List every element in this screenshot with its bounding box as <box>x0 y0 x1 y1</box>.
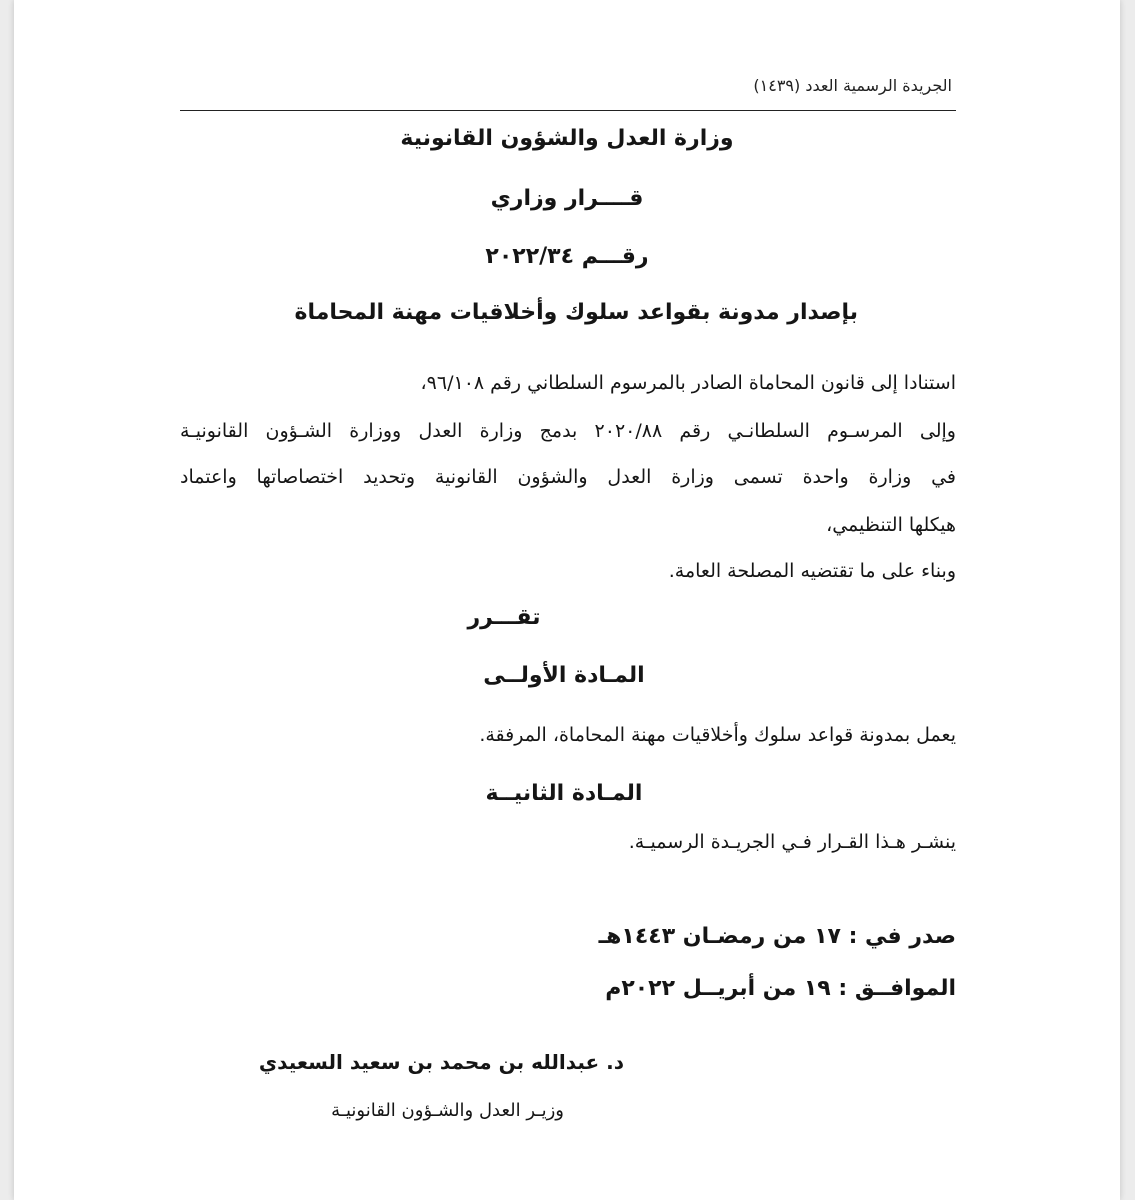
article-1-heading: المـادة الأولــى <box>483 663 645 688</box>
gazette-header: الجريدة الرسمية العدد (١٤٣٩) <box>753 76 952 95</box>
article-2-text: ينشـر هـذا القـرار فـي الجريـدة الرسميـة. <box>628 831 956 853</box>
resolution-heading: تقـــرر <box>467 605 541 630</box>
preamble-line-3: في وزارة واحدة تسمى وزارة العدل والشؤون القانونية وتحديد اختصاصاتها واعتماد <box>180 466 956 488</box>
preamble-line-1: استنادا إلى قانون المحاماة الصادر بالمرسوم السلطاني رقم ٩٦/١٠٨، <box>420 372 956 394</box>
decision-number: رقـــم ٢٠٢٢/٣٤ <box>485 244 649 269</box>
preamble-line-5: وبناء على ما تقتضيه المصلحة العامة. <box>668 560 956 582</box>
signatory-name: د. عبدالله بن محمد بن سعيد السعيدي <box>258 1050 624 1074</box>
signatory-title: وزيـر العدل والشـؤون القانونيـة <box>331 1100 564 1121</box>
article-2-heading: المـادة الثانيــة <box>485 781 643 806</box>
decision-type: قــــرار وزاري <box>490 186 644 211</box>
decision-subject: بإصدار مدونة بقواعد سلوك وأخلاقيات مهنة المحاماة <box>294 300 858 325</box>
header-divider <box>180 110 956 111</box>
preamble-line-2: وإلى المرسـوم السلطانـي رقم ٢٠٢٠/٨٨ بدمج وزارة العدل ووزارة الشـؤون القانونيـة <box>180 420 956 442</box>
gazette-page <box>14 0 1120 1200</box>
issued-hijri-date: صدر في : ١٧ من رمضـان ١٤٤٣هـ <box>598 924 956 949</box>
preamble-line-4: هيكلها التنظيمي، <box>826 514 956 536</box>
ministry-title: وزارة العدل والشؤون القانونية <box>400 126 734 151</box>
issued-gregorian-date: الموافــق : ١٩ من أبريــل ٢٠٢٢م <box>605 976 956 1001</box>
article-1-text: يعمل بمدونة قواعد سلوك وأخلاقيات مهنة المحاماة، المرفقة. <box>479 724 956 746</box>
